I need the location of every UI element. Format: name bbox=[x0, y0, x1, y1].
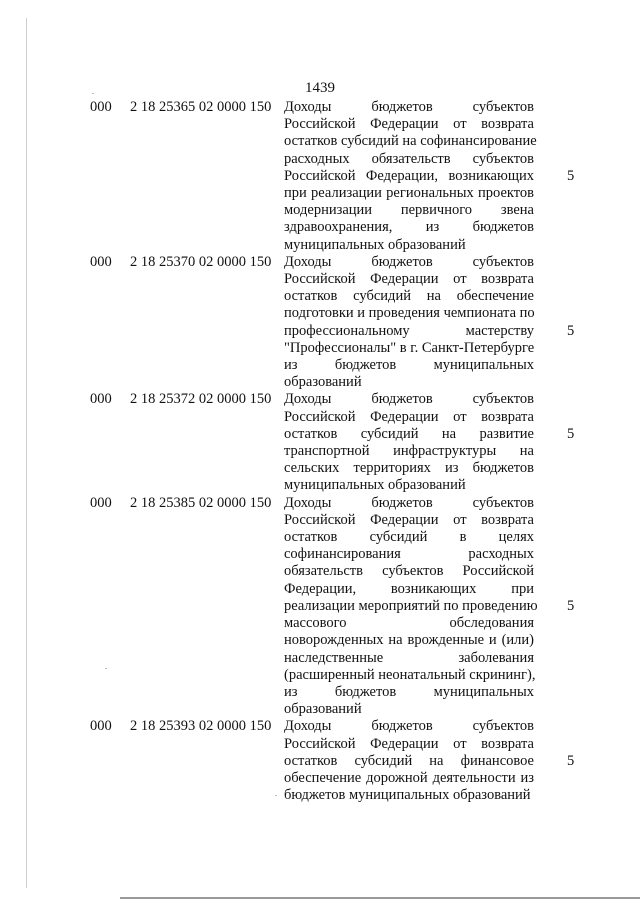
income-name-line: Российской Федерации от возврата bbox=[284, 116, 534, 133]
income-name-line: Российской Федерации, возникающих bbox=[284, 167, 534, 184]
income-name-line: из бюджетов муниципальных bbox=[284, 357, 534, 374]
income-name-line: Доходы бюджетов субъектов bbox=[284, 718, 534, 735]
income-name-line: из бюджетов муниципальных bbox=[284, 683, 534, 700]
table-row bbox=[0, 391, 640, 494]
income-name bbox=[284, 254, 534, 392]
table-row bbox=[0, 254, 640, 392]
income-name-line: остатков субсидий на обеспечение bbox=[284, 288, 534, 305]
admin-code: 000 bbox=[90, 718, 112, 735]
income-name-line: Федерации, возникающих при bbox=[284, 580, 534, 597]
income-name-line: остатков субсидий на софинансирование bbox=[284, 133, 537, 150]
income-name bbox=[284, 391, 534, 494]
income-name-line: образований bbox=[284, 701, 362, 718]
income-name-line: (расширенный неонатальный скрининг), bbox=[284, 666, 536, 683]
value-cell: 5 bbox=[567, 167, 575, 184]
income-name-line: остатков субсидий в целях bbox=[284, 529, 534, 546]
page-number: 1439 bbox=[305, 80, 335, 96]
budget-classification-code: 2 18 25365 02 0000 150 bbox=[130, 99, 272, 115]
income-name-line: Доходы бюджетов субъектов bbox=[284, 99, 534, 115]
income-name-line: профессиональному мастерству bbox=[284, 322, 534, 339]
value-cell: 5 bbox=[567, 322, 575, 339]
income-table bbox=[0, 99, 640, 804]
income-name-line: муниципальных образований bbox=[284, 236, 466, 253]
table-row bbox=[0, 718, 640, 804]
income-name-line: сельских территориях из бюджетов bbox=[284, 460, 534, 477]
income-name-line: новорожденных на врожденные и (или) bbox=[284, 632, 534, 649]
income-name-line: наследственные заболевания bbox=[284, 649, 534, 666]
income-name-line: остатков субсидий на развитие bbox=[284, 425, 534, 442]
income-name-line: массового обследования bbox=[284, 615, 534, 632]
admin-code: 000 bbox=[90, 253, 112, 270]
income-name-line: транспортной инфраструктуры на bbox=[284, 443, 534, 460]
income-name-line: бюджетов муниципальных образований bbox=[284, 787, 531, 804]
income-name-line: Доходы бюджетов субъектов bbox=[284, 494, 534, 511]
income-name-line: подготовки и проведения чемпионата по bbox=[284, 305, 535, 322]
income-name-line: при реализации региональных проектов bbox=[284, 185, 534, 202]
admin-code: 000 bbox=[90, 391, 112, 408]
income-name bbox=[284, 99, 537, 254]
income-name-line: остатков субсидий на финансовое bbox=[284, 752, 534, 769]
income-name-line: Российской Федерации от возврата bbox=[284, 408, 534, 425]
value-cell: 5 bbox=[567, 425, 575, 442]
income-name-line: образований bbox=[284, 374, 362, 391]
income-name bbox=[284, 718, 534, 804]
budget-classification-code: 2 18 25370 02 0000 150 bbox=[130, 253, 272, 270]
value-cell: 5 bbox=[567, 752, 575, 769]
income-name-line: Российской Федерации от возврата bbox=[284, 511, 534, 528]
income-name-line: модернизации первичного звена bbox=[284, 202, 534, 219]
income-name-line: Российской Федерации от возврата bbox=[284, 271, 534, 288]
scan-edge-bottom bbox=[120, 897, 640, 899]
income-name-line: "Профессионалы" в г. Санкт-Петербурге bbox=[284, 339, 535, 356]
income-name-line: реализации мероприятий по проведению bbox=[284, 597, 538, 614]
income-name-line: Российской Федерации от возврата bbox=[284, 735, 534, 752]
income-name-line: обязательств субъектов Российской bbox=[284, 563, 534, 580]
table-row bbox=[0, 99, 640, 254]
value-cell: 5 bbox=[567, 597, 575, 614]
income-name-line: обеспечение дорожной деятельности из bbox=[284, 769, 534, 786]
admin-code: 000 bbox=[90, 494, 112, 511]
income-name-line: Доходы бюджетов субъектов bbox=[284, 391, 534, 408]
income-name-line: расходных обязательств субъектов bbox=[284, 150, 534, 167]
budget-classification-code: 2 18 25385 02 0000 150 bbox=[130, 494, 272, 511]
income-name-line: софинансирования расходных bbox=[284, 546, 534, 563]
budget-classification-code: 2 18 25393 02 0000 150 bbox=[130, 718, 272, 735]
income-name-line: здравоохранения, из бюджетов bbox=[284, 219, 534, 236]
income-name-line: муниципальных образований bbox=[284, 477, 466, 494]
table-row bbox=[0, 495, 640, 719]
income-name-line: Доходы бюджетов субъектов bbox=[284, 253, 534, 270]
income-name bbox=[284, 494, 538, 719]
admin-code: 000 bbox=[90, 99, 112, 115]
budget-classification-code: 2 18 25372 02 0000 150 bbox=[130, 391, 272, 408]
